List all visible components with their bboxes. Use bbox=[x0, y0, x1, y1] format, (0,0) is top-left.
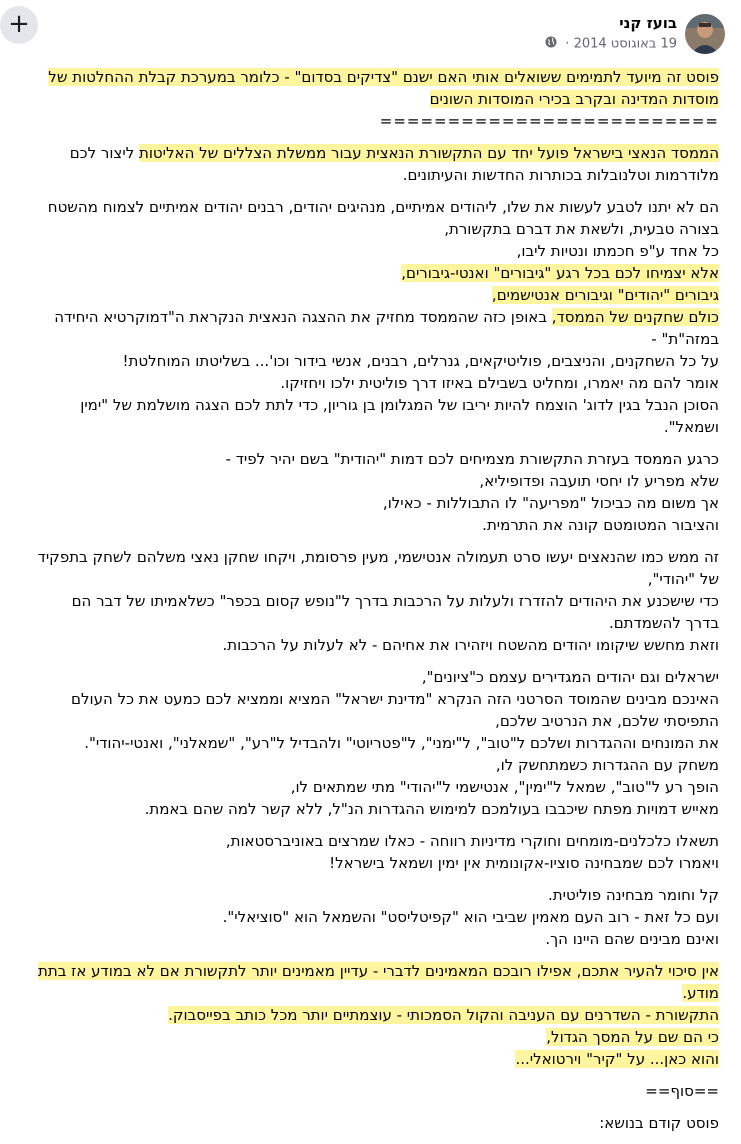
line-text: ושמאל". bbox=[663, 418, 719, 436]
post-line bbox=[27, 306, 719, 328]
post-line bbox=[27, 688, 719, 710]
highlighted-text: אין סיכוי להעיר אתכם, אפילו רובכם המאמינים לדברי - עדיין מאמינים יותר לתקשורת אם לא במודע אז בתת bbox=[38, 962, 719, 980]
post-line bbox=[27, 66, 719, 88]
post-line bbox=[27, 284, 719, 306]
post-line bbox=[27, 88, 719, 110]
post-line bbox=[27, 884, 719, 906]
post-meta bbox=[545, 36, 677, 52]
post-paragraph bbox=[27, 66, 719, 132]
meta-dot: · bbox=[565, 36, 570, 52]
post-paragraph bbox=[27, 884, 719, 950]
line-text: משחק עם ההגדרות כשמתחשק לו, bbox=[495, 756, 719, 774]
highlighted-text: מודע. bbox=[682, 984, 719, 1002]
line-text: קל וחומר מבחינה פוליטית. bbox=[548, 886, 719, 904]
line-text: כל אחד ע"פ חכמתו ונטיות ליבו, bbox=[516, 242, 719, 260]
post-line bbox=[27, 798, 719, 820]
line-text: שלא מפריע לו יחסי תועבה ופדופיליא, bbox=[479, 472, 719, 490]
post-line bbox=[27, 1026, 719, 1048]
post-paragraph bbox=[27, 1080, 719, 1102]
post-line bbox=[27, 470, 719, 492]
highlighted-text: פוסט זה מיועד לתמימים ששואלים אותי האם ישנם "צדיקים בסדום" - כלומר במערכת קבלת ההחלטות של bbox=[48, 68, 719, 86]
post-paragraph bbox=[27, 196, 719, 438]
avatar-photo bbox=[685, 14, 725, 54]
post-line bbox=[27, 960, 719, 982]
post-line bbox=[27, 394, 719, 416]
post-line bbox=[27, 666, 719, 688]
post-line bbox=[27, 416, 719, 438]
post-date[interactable]: 19 באוגוסט 2014 bbox=[573, 36, 677, 52]
line-text: וזאת מחשש שיקומו יהודים מהשטח ויזהירו את אחיהם - לא לעלות על הרכבות. bbox=[222, 636, 719, 654]
line-text: כדי שישכנע את היהודים להזדרז ולעלות על הרכבות בדרך ל"נופש קסום בכפר" כשלאמיתו של דבר הם bbox=[71, 592, 719, 610]
line-text: זה ממש כמו שהנאצים יעשו סרט תעמולה אנטישמי, מעין פרסומת, ויקחו שחקן נאצי משלהם לשחק בתפקיד bbox=[37, 548, 719, 566]
line-text: ויאמרו לכם שמבחינה סוציו-אקונומית אין ימין ושמאל בישראל! bbox=[329, 854, 719, 872]
line-text-tail: ליצור לכם bbox=[69, 144, 139, 162]
post-line bbox=[27, 732, 719, 754]
post-line bbox=[27, 142, 719, 164]
post-line bbox=[27, 350, 719, 372]
post-line bbox=[27, 262, 719, 284]
line-text: של "יהודי", bbox=[647, 570, 719, 588]
post-line bbox=[27, 568, 719, 590]
line-text: את המונחים וההגדרות ושלכם ל"טוב", ל"ימני", ל"פטריוטי" ולהבדיל ל"רע", "שמאלני", ואנטי-יהודי". bbox=[84, 734, 719, 752]
line-text: הם לא יתנו לטבע לעשות את שלו, ליהודים אמיתיים, מנהיגים יהודים, רבנים יהודים אמיתיים לצמוח מהשטח bbox=[47, 198, 719, 216]
line-text: הופך רע ל"טוב", שמאל ל"ימין", אנטישמי ל"יהודי" מתי שמתאים לו, bbox=[290, 778, 719, 796]
line-text: אומר להם מה יאמרו, ומחליט בשבילם באיזו דרך פוליטית ילכו ויחזיקו. bbox=[280, 374, 719, 392]
post-line bbox=[27, 1004, 719, 1026]
post-line bbox=[27, 928, 719, 950]
post-line bbox=[27, 1080, 719, 1102]
post-body bbox=[27, 66, 719, 1144]
line-text: מלודרמות וטלנובלות בכותרות החדשות והעיתונים. bbox=[402, 166, 719, 184]
post-line bbox=[27, 328, 719, 350]
post-line bbox=[27, 634, 719, 656]
post-line bbox=[27, 492, 719, 514]
post-author[interactable]: בועז קני bbox=[619, 14, 677, 32]
line-text: ========================= bbox=[379, 112, 719, 130]
post-paragraph bbox=[27, 666, 719, 820]
line-text: ועם כל זאת - רוב העם מאמין שביבי הוא "קפיטליסט" והשמאל הוא "סוציאלי". bbox=[222, 908, 719, 926]
plus-icon: + bbox=[8, 9, 30, 39]
highlighted-text: הממסד הנאצי בישראל פועל יחד עם התקשורת הנאצית עבור ממשלת הצללים של האליטות bbox=[138, 144, 719, 162]
post-line bbox=[27, 448, 719, 470]
post-line bbox=[27, 110, 719, 132]
line-text: על כל השחקנים, והניצבים, פוליטיקאים, גנרלים, רבנים, אנשי בידור וכו'... בשליטתו המוחלטת! bbox=[122, 352, 719, 370]
post-paragraph bbox=[27, 142, 719, 186]
post-line bbox=[27, 754, 719, 776]
line-text: והציבור המטומטם קונה את התרמית. bbox=[482, 516, 719, 534]
line-text: ==סוף== bbox=[645, 1082, 719, 1100]
highlighted-text: מוסדות המדינה ובקרב בכירי המוסדות השונים bbox=[429, 90, 719, 108]
line-text: התפיסתי שלכם, את הנרטיב שלכם, bbox=[495, 712, 719, 730]
post-line bbox=[27, 240, 719, 262]
line-text: בדרך להשמדתם. bbox=[608, 614, 719, 632]
highlighted-text: כולם שחקנים של הממסד, bbox=[551, 308, 719, 326]
highlighted-text: התקשורת - השדרנים עם העניבה והקול הסמכותי - עוצמתיים יותר מכל כותב בפייסבוק. bbox=[168, 1006, 719, 1024]
post-line bbox=[27, 372, 719, 394]
post-paragraph bbox=[27, 960, 719, 1070]
highlighted-text: כי הם שם על המסך הגדול, bbox=[546, 1028, 719, 1046]
post-line bbox=[27, 906, 719, 928]
line-text: ואינם מבינים שהם היינו הך. bbox=[545, 930, 719, 948]
line-text: כרגע הממסד בעזרת התקשורת מצמיחים לכם דמות "יהודית" בשם יהיר לפיד - bbox=[225, 450, 719, 468]
line-text-tail: באופן כזה שהממסד מחזיק את ההצגה הנאצית הנקראת ה"דמוקרטיא היחידה bbox=[54, 308, 552, 326]
post-line bbox=[27, 1112, 719, 1134]
highlighted-text: אלא יצמיחו לכם בכל רגע "גיבורים" ואנטי-גיבורים, bbox=[401, 264, 719, 282]
post-line bbox=[27, 776, 719, 798]
line-text: במזה"ת" - bbox=[651, 330, 719, 348]
globe-icon[interactable] bbox=[545, 36, 557, 52]
avatar[interactable] bbox=[685, 14, 725, 54]
post-line bbox=[27, 612, 719, 634]
line-text: בצורה טבעית, ולשאת את דברם בתקשורת, bbox=[444, 220, 719, 238]
line-text: מאייש דמויות מפתח שיכבבו בעולמכם למימוש ההגדרות הנ"ל, ללא קשר למה שהם באמת. bbox=[144, 800, 719, 818]
post-line bbox=[27, 514, 719, 536]
post-line bbox=[27, 830, 719, 852]
post-line bbox=[27, 1048, 719, 1070]
line-text: אך משום מה כביכול "מפריעה" לו התבוללות - כאילו, bbox=[382, 494, 719, 512]
post-paragraph bbox=[27, 448, 719, 536]
highlighted-text: והוא כאן... על "קיר" וירטואלי... bbox=[515, 1050, 719, 1068]
post-line bbox=[27, 546, 719, 568]
post-line bbox=[27, 590, 719, 612]
line-text: ישראלים וגם יהודים המגדירים עצמם כ"ציונים", bbox=[421, 668, 719, 686]
post-line bbox=[27, 852, 719, 874]
post-line bbox=[27, 218, 719, 240]
line-text: תשאלו כלכלנים-מומחים וחוקרי מדיניות רווחה - כאלו שמרצים באוניברסטאות, bbox=[225, 832, 719, 850]
post-line bbox=[27, 710, 719, 732]
post-line bbox=[27, 982, 719, 1004]
line-text: פוסט קודם בנושא: bbox=[599, 1114, 719, 1132]
add-button[interactable] bbox=[0, 6, 38, 44]
line-text: האינכם מבינים שהמוסד הסרטני הזה הנקרא "מדינת ישראל" המציא וממציא לכם כמעט את כל העולם bbox=[71, 690, 719, 708]
post-paragraph bbox=[27, 1112, 719, 1134]
post-line bbox=[27, 164, 719, 186]
post-paragraph bbox=[27, 546, 719, 656]
post-line bbox=[27, 196, 719, 218]
post-paragraph bbox=[27, 830, 719, 874]
highlighted-text: גיבורים "יהודים" וגיבורים אנטישמים, bbox=[491, 286, 719, 304]
line-text: הסוכן הנבל בגין לדוג' הוצמח להיות יריבו של המגלומן בן גוריון, כדי לתת לכם הצגה מושלמת של "ימין bbox=[80, 396, 719, 414]
